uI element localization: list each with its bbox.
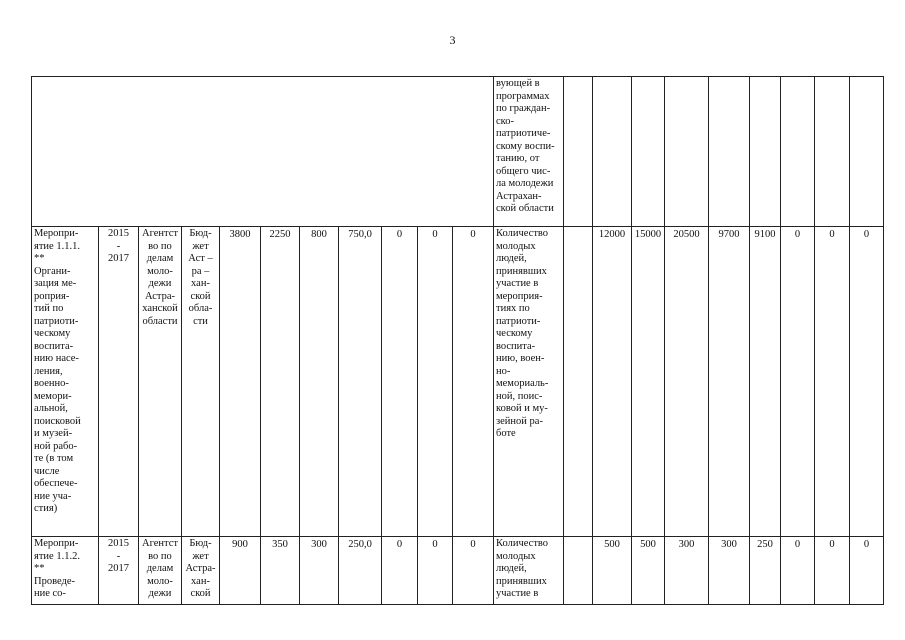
measure-cell: Меропри- ятие 1.1.1. ** Органи- зация ме- роприя- тий по патриоти- ческому воспита- нию насе- ления, военно- мемори- альной, поисковой и музей- ной рабо- те (в том числе обеспече- ние уча- стия) [32,227,99,537]
funding-cell: 0 [418,227,453,537]
source-cell: Бюд- жет Аст – ра – хан- ской обла- сти [182,227,220,537]
indicator-value-cell: 0 [815,537,850,605]
measure-cell: Меропри- ятие 1.1.2. ** Проведе- ние со- [32,537,99,605]
funding-cell: 0 [382,227,418,537]
executor-cell: Агентст во по делам моло- дежи Астра- ханской области [139,227,182,537]
indicator-value-cell: 0 [850,537,884,605]
indicator-value-cell: 9100 [750,227,781,537]
funding-cell: 900 [220,537,261,605]
blank-cell [632,77,665,227]
funding-cell: 0 [453,227,494,537]
blank-cell [815,77,850,227]
indicator-value-cell: 250 [750,537,781,605]
period-cell: 2015 - 2017 [99,227,139,537]
indicator-cell: Количество молодых людей, принявших участие в [494,537,564,605]
blank-cell [564,77,593,227]
funding-cell: 0 [418,537,453,605]
period-cell: 2015 - 2017 [99,537,139,605]
blank-cell [850,77,884,227]
funding-cell: 0 [453,537,494,605]
indicator-value-cell [564,227,593,537]
indicator-value-cell: 0 [850,227,884,537]
table-row-continuation [32,77,884,227]
indicator-value-cell: 0 [781,537,815,605]
funding-cell: 0 [382,537,418,605]
indicator-cell: вующей в программах по граждан- ско- патриотиче- скому воспи- танию, от общего чис- ла молодежи Астрахан- ской области [494,77,564,227]
blank-cell [709,77,750,227]
source-cell: Бюд- жет Астра- хан- ской [182,537,220,605]
funding-cell: 3800 [220,227,261,537]
indicator-value-cell [564,537,593,605]
blank-cell [593,77,632,227]
indicator-value-cell: 300 [665,537,709,605]
indicator-cell: Количество молодых людей, принявших участие в мероприя- тиях по патриоти- ческому воспита- нию, воен- но- мемориаль- ной, поис- ковой и му- зейной ра- боте [494,227,564,537]
indicator-value-cell: 500 [632,537,665,605]
indicator-value-cell: 12000 [593,227,632,537]
funding-cell: 750,0 [339,227,382,537]
indicator-value-cell: 0 [781,227,815,537]
indicator-value-cell: 500 [593,537,632,605]
indicator-value-cell: 300 [709,537,750,605]
program-table [31,76,884,605]
blank-cell [750,77,781,227]
blank-cell [665,77,709,227]
page-number: 3 [449,33,456,47]
funding-cell: 2250 [261,227,300,537]
table-row [32,537,884,605]
funding-cell: 300 [300,537,339,605]
funding-cell: 350 [261,537,300,605]
indicator-value-cell: 15000 [632,227,665,537]
funding-cell: 250,0 [339,537,382,605]
funding-cell: 800 [300,227,339,537]
indicator-value-cell: 20500 [665,227,709,537]
executor-cell: Агентст во по делам моло- дежи [139,537,182,605]
table-row [32,227,884,537]
indicator-value-cell: 0 [815,227,850,537]
blank-cell [32,77,494,227]
indicator-value-cell: 9700 [709,227,750,537]
blank-cell [781,77,815,227]
